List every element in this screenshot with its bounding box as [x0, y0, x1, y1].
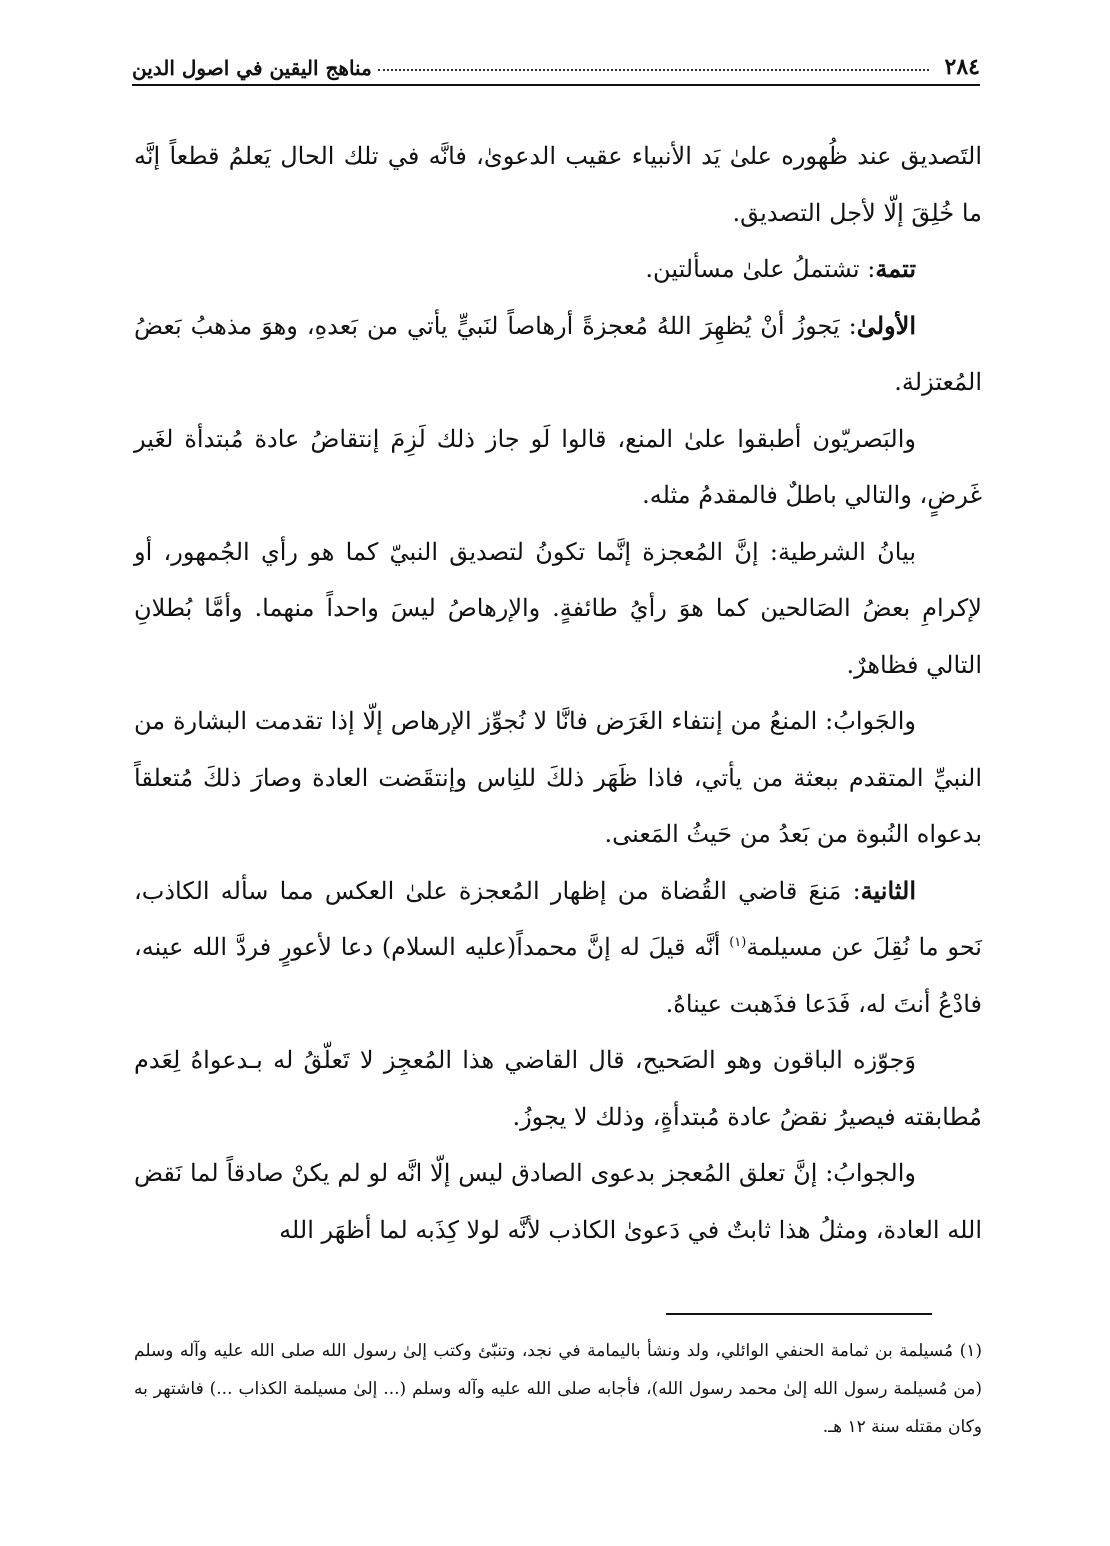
second-issue-text-b: أنَّه قيلَ له إنَّ محمداً(عليه السلام) دعا لأعورٍ فردَّ الله عينه، فادْعُ أنتَ له، فَدَعا فذَهبت عيناهُ.	[134, 933, 982, 1018]
second-issue-text-a: : مَنعَ قاضي القُضاة من إظهار المُعجزة علىٰ العكس مما سأله الكاذب، نَحو ما نُقِلَ عن مسيلمة	[134, 876, 982, 961]
page-number: ٢٨٤	[944, 54, 980, 80]
paragraph-tatimma	[134, 241, 982, 298]
footnote-1: (١) مُسيلمة بن ثمامة الحنفي الوائلي، ولد ونشأ باليمامة في نجد، وتنبّئ وكتب إلىٰ رسول الله صلى الله عليه وآله وسلم (من مُسيلمة رسول الله إلىٰ محمد رسول الله)، فأجابه صلى الله عليه وآله وسلم (... إلىٰ مسيلمة الكذاب ...) فاشتهر به وكان مقتله سنة ١٢ هـ.	[134, 1341, 982, 1437]
second-issue-heading: الثانية	[860, 875, 916, 905]
running-header	[132, 40, 980, 86]
footnotes	[134, 1332, 982, 1446]
running-title: مناهج اليقين في اصول الدين	[132, 56, 372, 80]
paragraph-jawwazahu: وَجوّزه الباقون وهو الصَحيح، قال القاضي هذا المُعجِز لا تَعلّقُ له بـدعواهُ لِعَدم مُطابقته فيصيرُ نقضُ عادة مُبتدأةٍ، وذلك لا يجوزُ.	[134, 1046, 982, 1131]
paragraph-second-issue	[134, 863, 982, 1033]
tatimma-heading: تتمة	[875, 254, 916, 283]
first-issue-text: : يَجوزُ أنْ يُظهِرَ اللهُ مُعجزةً أرهاصاً لنَبيٍّ يأتي من بَعدهِ، وهوَ مذهبُ بَعضُ المُعتزلة.	[134, 311, 982, 396]
paragraph-bayan: بيانُ الشرطية: إنَّ المُعجزة إنَّما تكونُ لتصديق النبيّ كما هو رأي الجُمهور، أو لإكرامِ بعضُ الصَالحين كما هوَ رأيُ طائفةٍ. والإرهاصُ ليسَ واحداً منهما. وأمَّا بُطلانِ التالي فظاهرٌ.	[134, 537, 982, 679]
paragraph-tasdiq: التَصديق عند ظُهوره علىٰ يَد الأنبياء عقيب الدعوىٰ، فانَّه في تلك الحال يَعلمُ قطعاً إنَّه ما خُلِقَ إلّا لأجل التصديق.	[134, 142, 982, 227]
footnote-separator	[666, 1313, 932, 1315]
dotted-leader	[378, 69, 929, 71]
footnote-marker[interactable]: (١)	[729, 935, 747, 950]
paragraph-second-answer: والجوابُ: إنَّ تعلق المُعجز بدعوى الصادق ليس إلّا انَّه لو لم يكنْ صادقاً لما نَقض الله العادة، ومثلُ هذا ثابتٌ في دَعوىٰ الكاذب لأنَّه لولا كِذَبه لما أظهَر الله	[134, 1159, 982, 1244]
tatimma-text: : تشتملُ علىٰ مسألتين.	[645, 255, 876, 283]
paragraph-first-issue	[134, 298, 982, 411]
main-text	[134, 128, 982, 1258]
first-issue-heading: الأولىٰ	[856, 310, 916, 340]
paragraph-first-answer: والجَوابُ: المنعُ من إنتفاء الغَرَض فانَّا لا نُجوِّز الإرهاص إلّا إذا تقدمت البشارة من النبيِّ المتقدم ببعثة من يأتي، فاذا ظَهَر ذلكَ للنِاس وإنتقَضت العادة وصارَ ذلكَ مُتعلقاً بدعواه النُبوة من بَعدُ من حَيثُ المَعنى.	[134, 707, 982, 848]
paragraph-basriyyun: والبَصريّون أطبقوا علىٰ المنع، قالوا لَو جاز ذلك لَزِمَ إنتقاضُ عادة مُبتدأة لغَير غَرضٍ، والتالي باطلٌ فالمقدمُ مثله.	[134, 424, 982, 509]
